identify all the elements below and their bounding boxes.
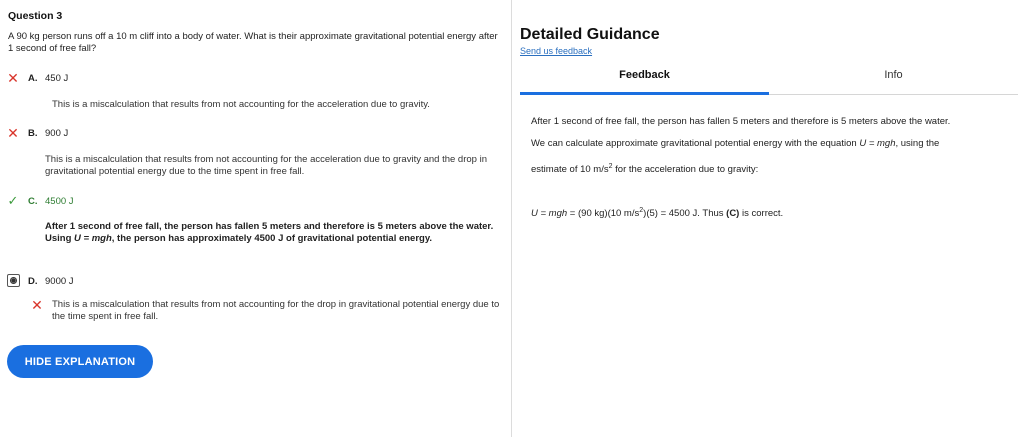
feedback-paragraph-1: After 1 second of free fall, the person has fallen 5 meters and therefore is 5 meters above the water. xyxy=(531,116,951,127)
send-feedback-link[interactable]: Send us feedback xyxy=(520,46,593,56)
option-value: 450 J xyxy=(45,73,69,84)
option-d-explanation: This is a miscalculation that results from not accounting for the drop in gravitational potential energy due to the time spent in free fall. xyxy=(52,299,500,322)
feedback-paragraph-3: estimate of 10 $m/s^2$ for the acceleration due to gravity: xyxy=(531,163,759,176)
incorrect-x-icon: ✕ xyxy=(31,297,43,313)
guidance-panel xyxy=(512,0,1024,437)
incorrect-x-icon: ✕ xyxy=(7,125,19,141)
feedback-equation: U = mgh = (90 kg)(10 $m/s^2)(5) = 4500$ J. Thus (C) is correct. xyxy=(531,207,784,220)
selected-radio-icon xyxy=(7,274,20,287)
correct-check-icon: ✓ xyxy=(7,193,19,208)
guidance-tabs xyxy=(520,64,1018,95)
tab-feedback[interactable]: Feedback xyxy=(520,64,769,95)
option-value: 4500 J xyxy=(45,196,74,207)
option-letter: D. xyxy=(28,276,38,287)
question-text: A 90 kg person runs off a 10 m cliff into a body of water. What is their approximate gravitational potential energy after 1 second of free fall? xyxy=(8,31,498,54)
option-letter: C. xyxy=(28,196,38,207)
option-a-explanation: This is a miscalculation that results from not accounting for the acceleration due to gravity. xyxy=(52,99,430,110)
guidance-title: Detailed Guidance xyxy=(520,26,660,43)
question-title: Question 3 xyxy=(8,10,63,22)
hide-explanation-button[interactable]: HIDE EXPLANATION xyxy=(7,345,153,378)
option-c-explanation: After 1 second of free fall, the person has fallen 5 meters and therefore is 5 meters above the water. Using U = mgh, the person has approximately 4500 J of gravitational potential energy. xyxy=(45,221,494,244)
question-panel xyxy=(0,0,511,437)
option-b-explanation: This is a miscalculation that results from not accounting for the acceleration due to gravity and the drop in gravitational potential energy due to the time spent in free fall. xyxy=(45,154,487,177)
option-letter: B. xyxy=(28,128,38,139)
option-value: 9000 J xyxy=(45,276,74,287)
incorrect-x-icon: ✕ xyxy=(7,70,19,86)
option-value: 900 J xyxy=(45,128,69,139)
tab-info[interactable]: Info xyxy=(884,69,903,81)
feedback-paragraph-2: We can calculate approximate gravitational potential energy with the equation U = mgh, using the xyxy=(531,138,940,149)
option-letter: A. xyxy=(28,73,38,84)
